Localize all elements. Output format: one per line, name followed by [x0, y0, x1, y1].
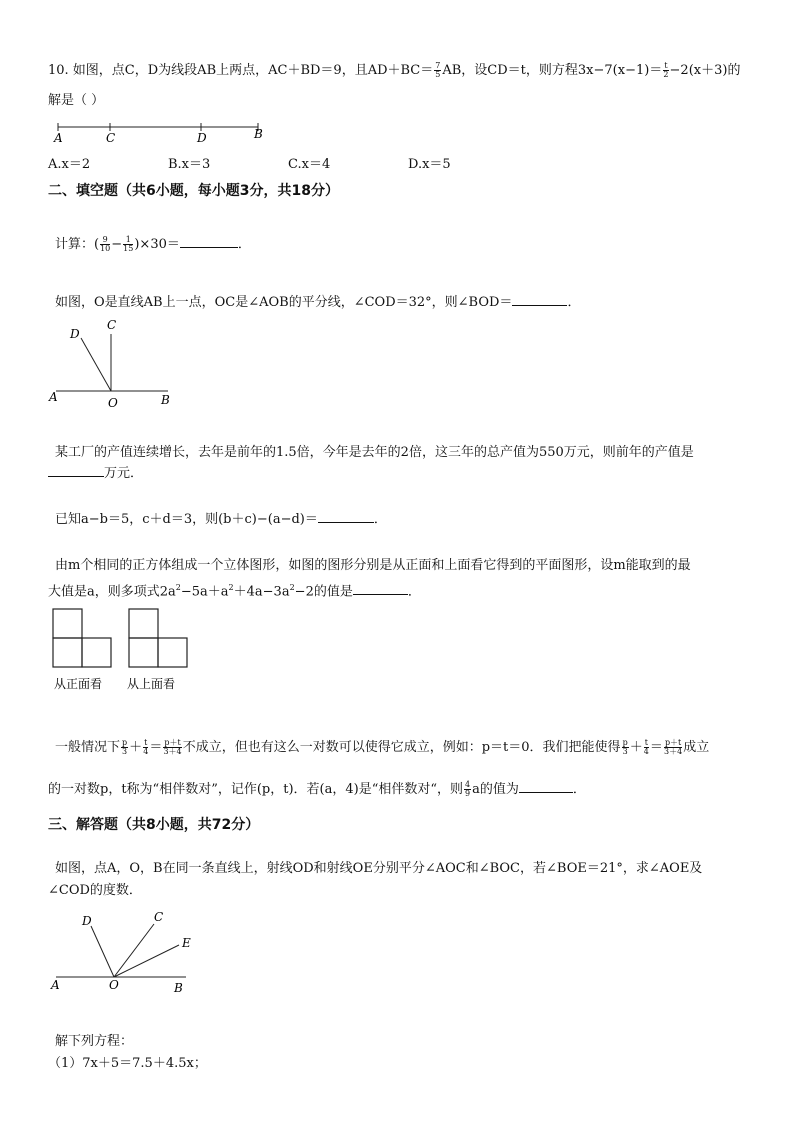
label-D: D [197, 131, 207, 145]
label-E: E [182, 936, 191, 950]
q15-views-figure [48, 606, 198, 696]
frac-t-4: $\frac{t}{4}$ [643, 738, 649, 756]
q10-line1: 10. 如图，点C，D为线段AB上两点，AC＋BD＝9，且AD＋BC＝ $\frac{7}{5}$ AB，设CD＝t，则方程3x−7(x−1)＝ $\frac{t}{2}$ −2(x＋3)的 [48, 61, 741, 79]
option-d: D.x＝5 [408, 157, 451, 172]
q12-angle-figure [46, 316, 182, 411]
q16-line1: 一般情况下 $\frac{p}{3}$ ＋ $\frac{t}{4}$ ＝ $\frac{p+t}{3+4}$ 不成立，但也有这么一对数可以使得它成立，例如：p＝t＝0．我们把能使得 $\frac{p}{3}$ ＋ $\frac{t}{4}$ ＝ $\frac{p+t}{3+4}$ 成立 [55, 738, 710, 756]
label-O: O [108, 396, 118, 410]
option-c: C.x＝4 [288, 157, 331, 172]
label-D: D [82, 914, 92, 928]
q17-line1: 如图，点A，O，B在同一条直线上，射线OD和射线OE分别平分∠AOC和∠BOC，若∠BOE＝21°，求∠AOE及 [55, 861, 703, 876]
frac-pt-sum: $\frac{p+t}{3+4}$ [664, 738, 683, 756]
q17-angle-figure [46, 906, 196, 998]
q15-line2: 大值是a，则多项式$2a^2-5a+a^2+4a-3a^2-2$的值是 ． [48, 583, 421, 600]
label-A: A [49, 390, 58, 404]
answer-blank [48, 476, 104, 477]
label-B: B [174, 981, 183, 995]
section3-title: 三、解答题（共8小题，共72分） [48, 817, 260, 833]
label-D: D [70, 327, 80, 341]
label-B: B [254, 127, 263, 141]
frac-t-4: $\frac{t}{4}$ [143, 738, 149, 756]
q10-frac-7-5: $\frac{7}{5}$ [435, 61, 441, 79]
q15-line1: 由m个相同的正方体组成一个立体图形，如图的图形分别是从正面和上面看它得到的平面图形，设m能取到的最 [55, 558, 691, 573]
option-a: A.x＝2 [48, 157, 91, 172]
answer-blank [353, 594, 408, 595]
caption-front-view: 从正面看 [54, 677, 103, 691]
label-O: O [109, 978, 119, 992]
answer-blank [512, 305, 567, 306]
label-C: C [154, 910, 164, 924]
q14: 已知a−b＝5，c＋d＝3，则(b＋c)−(a−d)＝ ． [55, 512, 387, 527]
frac-pt-sum: $\frac{p+t}{3+4}$ [163, 738, 182, 756]
q13-line1: 某工厂的产值连续增长，去年是前年的1.5倍，今年是去年的2倍，这三年的总产值为550万元，则前年的产值是 [55, 445, 694, 460]
label-A: A [54, 131, 63, 145]
q13-line2: 万元． [48, 465, 143, 483]
frac-p-3: $\frac{p}{3}$ [122, 738, 128, 756]
q11-frac-1-15: $\frac{1}{15}$ [123, 235, 134, 253]
answer-blank [519, 792, 573, 793]
answer-blank [318, 522, 374, 523]
q12: 如图，O是直线AB上一点，OC是∠AOB的平分线，∠COD＝32°，则∠BOD＝ ． [55, 295, 581, 310]
q18-title: 解下列方程： [55, 1034, 134, 1049]
label-C: C [107, 318, 117, 332]
label-C: C [106, 131, 116, 145]
q10-frac-t-2: $\frac{t}{2}$ [663, 61, 669, 79]
frac-4-9: $\frac{4}{9}$ [465, 780, 471, 798]
q11-frac-9-10: $\frac{9}{10}$ [100, 235, 111, 253]
frac-p-3: $\frac{p}{3}$ [622, 738, 628, 756]
q16-line2: 的一对数p，t称为“相伴数对”，记作(p，t)．若(a，4)是“相伴数对“，则 $\frac{4}{9}$ a的值为 ． [48, 780, 586, 798]
label-B: B [161, 393, 170, 407]
label-A: A [51, 978, 60, 992]
option-b: B.x＝3 [168, 157, 211, 172]
q10-line2: 解是（ ） [48, 93, 105, 108]
q11: 计算：( $\frac{9}{10}$ − $\frac{1}{15}$ )×30＝ ． [55, 235, 251, 253]
answer-blank [180, 247, 238, 248]
caption-top-view: 从上面看 [127, 677, 176, 691]
q10-segment-figure [48, 118, 278, 148]
q18-item1: （1）7x＋5＝7.5＋4.5x； [48, 1056, 207, 1071]
q17-line2: ∠COD的度数． [48, 883, 142, 898]
section2-title: 二、填空题（共6小题，每小题3分，共18分） [48, 183, 339, 199]
